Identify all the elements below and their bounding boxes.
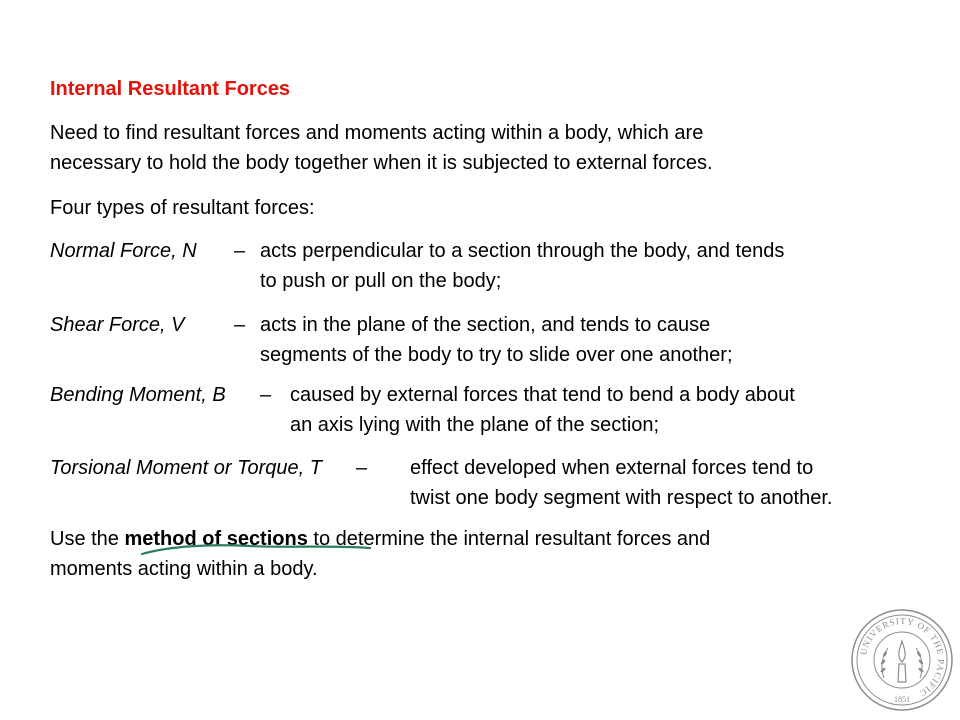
intro-line-1: Need to find resultant forces and moments acting within a body, which are [50,122,704,144]
definition-separator: – [234,240,246,262]
handwritten-underline-annotation [140,540,372,560]
definition-text-line-1: acts in the plane of the section, and tends to cause [260,314,711,336]
seal-year: 1851 [894,695,910,704]
closing-line-2: moments acting within a body. [50,558,318,580]
closing-pre: Use the [50,528,125,550]
university-seal-logo [850,608,954,712]
definition-term: Normal Force, N [50,240,197,262]
definition-text-line-2: to push or pull on the body; [260,270,502,292]
definition-term: Shear Force, V [50,314,185,336]
definition-term: Torsional Moment or Torque, T [50,457,322,479]
definition-separator: – [356,457,368,479]
definition-separator: – [234,314,246,336]
intro-paragraph [50,118,713,178]
definition-text-line-2: segments of the body to try to slide over one another; [260,344,733,366]
definition-text-line-2: an axis lying with the plane of the section; [290,414,660,436]
definition-separator: – [260,384,272,406]
definition-text-line-1: acts perpendicular to a section through the body, and tends [260,240,785,262]
slide-title: Internal Resultant Forces [50,78,291,100]
intro-line-2: necessary to hold the body together when it is subjected to external forces. [50,152,713,174]
definition-text-line-1: effect developed when external forces tend to [410,457,814,479]
method-of-sections-emphasis: method of sections [124,528,308,550]
svg-text:UNIVERSITY OF THE PACIFIC: UNIVERSITY OF THE PACIFIC [858,615,947,700]
definition-term: Bending Moment, B [50,384,226,406]
definition-text-line-2: twist one body segment with respect to another. [410,487,833,509]
definition-text-line-1: caused by external forces that tend to bend a body about [290,384,795,406]
closing-post: to determine the internal resultant forces and [307,528,711,550]
types-heading: Four types of resultant forces: [50,197,315,219]
